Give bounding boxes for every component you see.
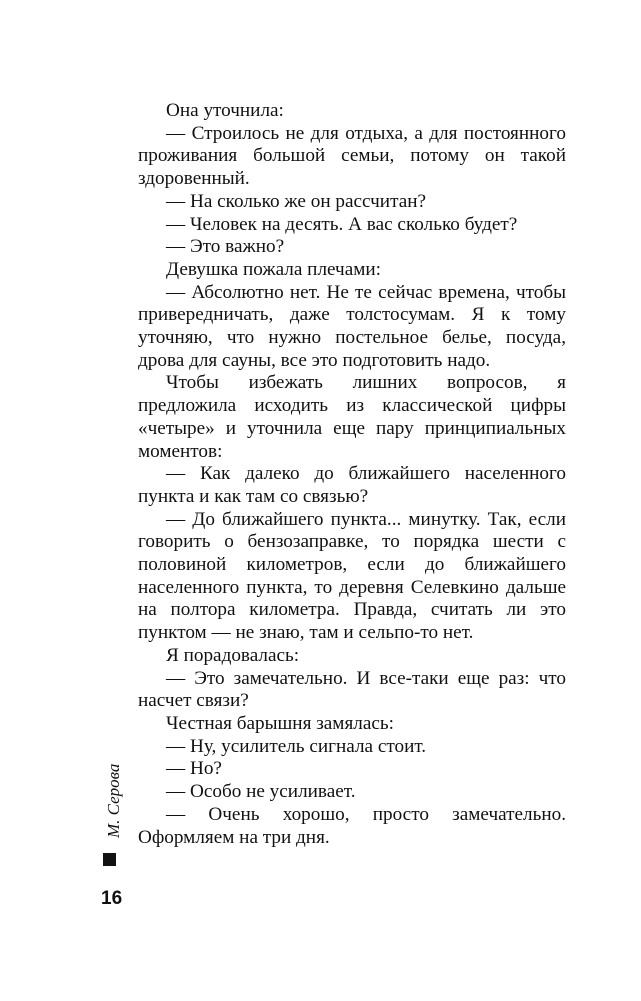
paragraph: Честная барышня замялась: — [166, 712, 394, 734]
paragraph: — Абсолютно нет. Не те сейчас времена, чтобы привередничать, даже толстосумам. Я к тому уточняю, что нужно постельное белье, посуда, дрова для сауны, все это подготовить надо. — [138, 281, 566, 371]
paragraph: — Как далеко до ближайшего населенного пункта и как там со связью? — [138, 463, 566, 507]
paragraph: Девушка пожала плечами: — [166, 258, 381, 280]
paragraph: — Особо не усиливает. — [166, 781, 356, 803]
paragraph: Я порадовалась: — [166, 644, 300, 666]
paragraph: Чтобы избежать лишних вопросов, я предложила исходить из классической цифры «четыре» и уточнила еще пару принципиальных моментов: — [138, 372, 566, 462]
paragraph: — Строилось не для отдыха, а для постоянного проживания большой семьи, потому он такой здоровенный. — [138, 122, 566, 190]
section-marker-square-icon — [103, 853, 116, 866]
paragraph: — До ближайшего пункта... минутку. Так, если говорить о бензозаправке, то порядка шести с половиной километров, если до ближайшего населенного пункта, то деревня Селевкино дальше на полтора километра. Правда, считать ли это пунктом — не знаю, там и сельпо-то нет. — [138, 508, 566, 644]
paragraph: Она уточнила: — [166, 100, 284, 121]
paragraph: — Очень хорошо, просто замечательно. Оформляем на три дня. — [138, 803, 566, 848]
paragraph: — Ну, усилитель сигнала стоит. — [166, 735, 427, 757]
running-head-author: М. Серова — [104, 763, 123, 838]
paragraph: — Человек на десять. А вас сколько будет? — [166, 213, 518, 235]
paragraph: — Это замечательно. И все-таки еще раз: что насчет связи? — [138, 667, 566, 712]
paragraph: — Но? — [166, 758, 222, 780]
body-text — [138, 100, 566, 849]
paragraph: — На сколько же он рассчитан? — [166, 190, 426, 212]
paragraph: — Это важно? — [166, 236, 285, 258]
page-number: 16 — [101, 888, 123, 909]
